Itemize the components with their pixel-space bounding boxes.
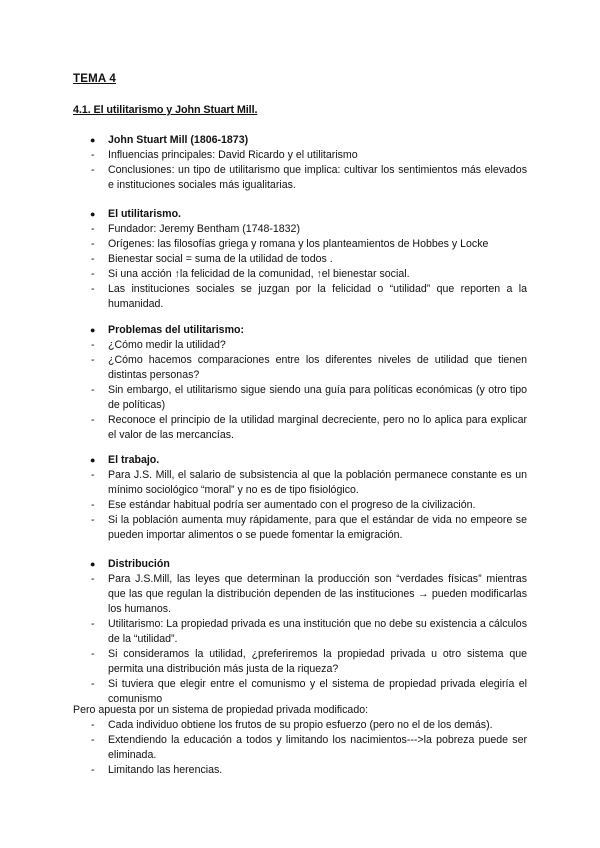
list-item-text: Influencias principales: David Ricardo y el utilitarismo: [108, 149, 358, 161]
dash-icon: -: [91, 149, 95, 161]
heading-text: Distribución: [108, 558, 170, 570]
list-item-text: Para J.S. Mill, el salario de subsistencia al que la población permanece constante es un mínimo sociológico “moral” y no es de tipo fisiológico.: [108, 469, 527, 496]
heading-text: John Stuart Mill (1806-1873): [108, 134, 249, 146]
document-title: TEMA 4: [73, 73, 116, 85]
dash-icon: -: [91, 253, 95, 265]
heading-text: El trabajo.: [108, 454, 160, 466]
section-john-stuart-mill: [89, 133, 527, 193]
section-subtitle: 4.1. El utilitarismo y John Stuart Mill.: [73, 104, 258, 116]
list-item: [89, 338, 527, 353]
dash-icon: -: [91, 618, 95, 630]
list-item-text: ¿Cómo hacemos comparaciones entre los diferentes niveles de utilidad que tienen distintas personas?: [108, 354, 527, 381]
closing-intro: Pero apuesta por un sistema de propiedad privada modificado:: [73, 704, 369, 716]
list-item: [89, 513, 527, 543]
bullet-icon: ●: [90, 559, 96, 569]
dash-icon: -: [91, 573, 95, 585]
list-item: [89, 763, 527, 778]
dash-icon: -: [91, 164, 95, 176]
list-item-text: Conclusiones: un tipo de utilitarismo que implica: cultivar los sentimientos más elevados e instituciones sociales más igualitarias.: [108, 164, 527, 191]
list-item-text: Reconoce el principio de la utilidad marginal decreciente, pero no lo aplica para explicar el valor de las mercancías.: [108, 414, 527, 441]
dash-icon: -: [91, 678, 95, 690]
list-item-text: Sin embargo, el utilitarismo sigue siendo una guía para políticas económicas (y otro tipo de políticas): [108, 384, 527, 411]
closing-list: [89, 718, 527, 778]
section-heading: [89, 207, 527, 222]
dash-icon: -: [91, 719, 95, 731]
list-item-text: Extendiendo la educación a todos y limitando los nacimientos--->la pobreza puede ser eliminada.: [108, 734, 527, 761]
dash-icon: -: [91, 268, 95, 280]
list-item-text: Limitando las herencias.: [108, 764, 223, 776]
list-item: [89, 267, 527, 282]
list-item: [89, 718, 527, 733]
section-heading: [89, 453, 527, 468]
bullet-icon: ●: [90, 209, 96, 219]
list-item: [89, 647, 527, 677]
section-distribucion: [89, 557, 527, 707]
dash-icon: -: [91, 414, 95, 426]
list-item-text: Cada individuo obtiene los frutos de su propio esfuerzo (pero no el de los demás).: [108, 719, 493, 731]
list-item-text: Ese estándar habitual podría ser aumentado con el progreso de la civilización.: [108, 499, 476, 511]
list-item: [89, 413, 527, 443]
list-item: [89, 148, 527, 163]
list-item: [89, 498, 527, 513]
section-problemas: [89, 323, 527, 443]
dash-icon: -: [91, 514, 95, 526]
list-item: [89, 222, 527, 237]
section-heading: [89, 323, 527, 338]
list-item: [89, 572, 527, 617]
dash-icon: -: [91, 223, 95, 235]
dash-icon: -: [91, 648, 95, 660]
list-item-text: Si una acción ↑la felicidad de la comunidad, ↑el bienestar social.: [108, 268, 410, 280]
dash-icon: -: [91, 734, 95, 746]
bullet-icon: ●: [90, 455, 96, 465]
heading-text: El utilitarismo.: [108, 208, 181, 220]
dash-icon: -: [91, 499, 95, 511]
dash-icon: -: [91, 384, 95, 396]
dash-icon: -: [91, 283, 95, 295]
list-item: [89, 237, 527, 252]
list-item-text: Para J.S.Mill, las leyes que determinan la producción son “verdades físicas” mientras que las que regulan la distribución dependen de las instituciones → pueden modificarlas los humanos.: [108, 573, 527, 615]
section-heading: [89, 557, 527, 572]
list-item-text: Bienestar social = suma de la utilidad de todos .: [108, 253, 333, 265]
dash-icon: -: [91, 354, 95, 366]
list-item: [89, 163, 527, 193]
section-heading: [89, 133, 527, 148]
bullet-icon: ●: [90, 135, 96, 145]
dash-icon: -: [91, 469, 95, 481]
list-item: [89, 282, 527, 312]
list-item-text: Si consideramos la utilidad, ¿preferiremos la propiedad privada u otro sistema que permita una distribución más justa de la riqueza?: [108, 648, 527, 675]
heading-text: Problemas del utilitarismo:: [108, 324, 244, 336]
list-item: [89, 252, 527, 267]
list-item-text: Orígenes: las filosofías griega y romana y los planteamientos de Hobbes y Locke: [108, 238, 489, 250]
list-item: [89, 733, 527, 763]
list-item-text: Fundador: Jeremy Bentham (1748-1832): [108, 223, 300, 235]
list-item-text: Utilitarismo: La propiedad privada es una institución que no debe su existencia a cálculos de la “utilidad”.: [108, 618, 527, 645]
list-item: [89, 468, 527, 498]
list-item-text: Si la población aumenta muy rápidamente, para que el estándar de vida no empeore se pueden importar alimentos o se puede fomentar la emigración.: [108, 514, 527, 541]
dash-icon: -: [91, 238, 95, 250]
dash-icon: -: [91, 764, 95, 776]
list-item-text: ¿Cómo medir la utilidad?: [108, 339, 226, 351]
section-trabajo: [89, 453, 527, 543]
list-item: [89, 383, 527, 413]
bullet-icon: ●: [90, 325, 96, 335]
section-utilitarismo: [89, 207, 527, 312]
dash-icon: -: [91, 339, 95, 351]
list-item: [89, 617, 527, 647]
list-item-text: Las instituciones sociales se juzgan por la felicidad o “utilidad” que reporten a la humanidad.: [108, 283, 527, 310]
list-item: [89, 353, 527, 383]
list-item-text: Si tuviera que elegir entre el comunismo y el sistema de propiedad privada elegiría el comunismo: [108, 678, 527, 705]
